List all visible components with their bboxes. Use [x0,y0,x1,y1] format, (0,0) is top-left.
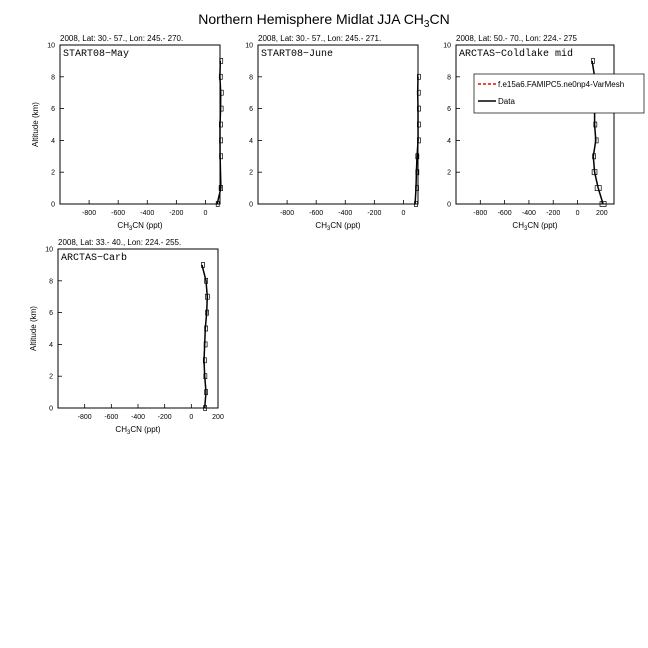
y-tick-label: 0 [249,201,253,209]
x-axis-label-subscript: 3 [326,226,331,232]
chart-panel-3 [443,34,644,232]
y-tick-label: 4 [447,137,451,145]
x-axis-label [115,425,160,436]
panel-label: START08−June [261,49,334,60]
y-tick-label: 10 [245,42,253,50]
x-tick-label: -200 [367,210,382,217]
plot-frame [456,45,614,204]
x-axis-label-subscript: 3 [128,226,133,232]
chart-panel-4 [29,238,224,436]
x-tick-label: 0 [575,210,580,217]
y-tick-label: 4 [49,341,53,349]
plot-frame [58,249,218,408]
panel-label: ARCTAS−Carb [61,253,128,264]
panel-label: START08−May [63,49,130,60]
legend-label: Data [498,97,515,106]
x-tick-label: -200 [169,210,184,217]
y-tick-label: 8 [49,278,53,286]
x-tick-label: -400 [140,210,155,217]
y-axis-label: Altitude (km) [31,102,40,147]
x-axis-label-part: CN (ppt) [527,221,558,230]
y-tick-label: 2 [49,373,53,381]
y-tick-label: 4 [51,137,55,145]
y-tick-label: 10 [443,42,451,50]
legend [474,74,644,113]
panel-header: 2008, Lat: 33.- 40., Lon: 224.- 255. [58,238,182,247]
panel-header: 2008, Lat: 50.- 70., Lon: 224.- 275 [456,34,577,43]
chart-panel-2 [245,34,420,232]
y-tick-label: 0 [49,405,53,413]
y-tick-label: 4 [249,137,253,145]
x-tick-label: 0 [189,414,194,421]
y-tick-label: 10 [47,42,55,50]
x-axis-label-subscript: 3 [126,430,131,436]
panels [29,34,644,436]
x-tick-label: -400 [338,210,353,217]
y-axis-label: Altitude (km) [29,306,38,351]
x-tick-label: -400 [130,414,146,421]
x-tick-label: 200 [596,210,608,217]
x-axis-label [315,221,360,232]
figure-title-tail: CN [429,11,450,27]
x-axis-label-part: CN (ppt) [330,221,361,230]
y-tick-label: 0 [447,201,451,209]
x-axis-label-part: CH [512,221,524,230]
y-tick-label: 2 [51,169,55,177]
x-tick-label: 200 [212,414,224,421]
x-tick-label: -600 [104,414,119,421]
panel-header: 2008, Lat: 30.- 57., Lon: 245.- 270. [60,34,184,43]
y-tick-label: 6 [49,310,53,318]
plot-frame [258,45,418,204]
y-tick-label: 6 [249,106,253,114]
figure-title-main: Northern Hemisphere Midlat JJA CH [198,11,424,27]
x-tick-label: -600 [497,210,512,217]
x-tick-label: -800 [82,210,97,217]
x-axis-label-part: CH [315,221,327,230]
x-axis-label-part: CH [117,221,129,230]
x-tick-label: -200 [546,210,561,217]
x-tick-label: -800 [77,414,92,421]
x-tick-label: -200 [157,414,172,421]
panel-label: ARCTAS−Coldlake mid [459,49,574,60]
x-axis-label-subscript: 3 [523,226,528,232]
x-tick-label: 0 [203,210,208,217]
x-axis-label [117,221,162,232]
series-line-data [217,61,221,204]
x-axis-label [512,221,557,232]
x-tick-label: -600 [111,210,126,217]
x-axis-label-part: CH [115,425,127,434]
x-tick-label: -600 [309,210,324,217]
legend-label: f.e15a6.FAMIPC5.ne0np4-VarMesh [498,80,625,89]
figure-title [198,11,449,30]
x-tick-label: -800 [280,210,295,217]
x-axis-label-part: CN (ppt) [132,221,163,230]
y-tick-label: 6 [51,106,55,114]
y-tick-label: 2 [447,169,451,177]
figure-title-subscript: 3 [423,19,430,30]
x-tick-label: -400 [521,210,536,217]
x-tick-label: 0 [401,210,406,217]
y-tick-label: 8 [51,74,55,82]
chart-panel-1 [31,34,223,232]
y-tick-label: 0 [51,201,55,209]
y-tick-label: 2 [249,169,253,177]
plot-frame [60,45,220,204]
series-line-data [202,265,207,408]
y-tick-label: 8 [447,74,451,82]
y-tick-label: 10 [45,246,53,254]
x-tick-label: -800 [473,210,488,217]
panel-header: 2008, Lat: 30.- 57., Lon: 245.- 271. [258,34,382,43]
y-tick-label: 6 [447,106,451,114]
x-axis-label-part: CN (ppt) [130,425,161,434]
y-tick-label: 8 [249,74,253,82]
